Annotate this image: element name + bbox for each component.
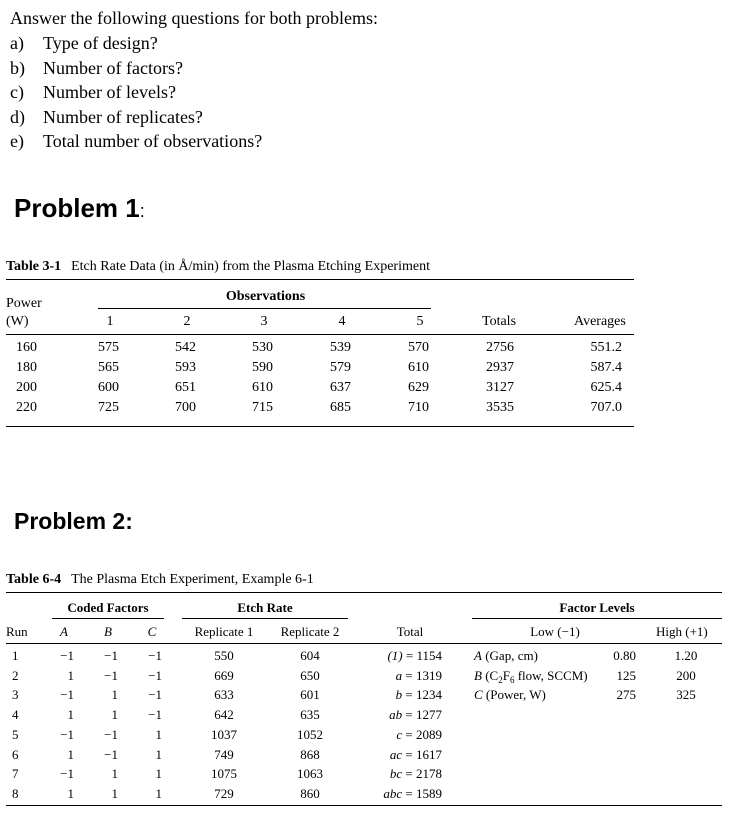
observations-rule <box>98 308 431 309</box>
replicate2-label: Replicate 2 <box>280 624 340 639</box>
table2-bottom-rule <box>6 805 722 806</box>
problem2-heading: Problem 2: <box>14 508 133 534</box>
replicate2-cell: 1063 <box>297 766 323 782</box>
observation-column-header: 3 <box>260 314 268 329</box>
observation-cell: 610 <box>252 380 273 395</box>
coded-c-cell: 1 <box>155 785 162 801</box>
coded-a-cell: 1 <box>67 707 74 723</box>
observation-column-header: 2 <box>183 314 191 329</box>
coded-a-cell: 1 <box>67 785 74 801</box>
coded-c-cell: −1 <box>148 667 162 683</box>
replicate2-cell: 601 <box>300 687 320 703</box>
observation-cell: 637 <box>330 380 351 395</box>
factor-level-description: C (Power, W) <box>474 687 546 703</box>
replicate1-label: Replicate 1 <box>194 624 254 639</box>
observation-cell: 710 <box>408 400 429 415</box>
replicate1-cell: 633 <box>214 687 234 703</box>
observation-column-header: 1 <box>106 314 114 329</box>
replicate1-cell: 1075 <box>211 766 237 782</box>
observation-column-header: 4 <box>338 314 346 329</box>
run-cell: 3 <box>12 687 19 703</box>
replicate2-cell: 650 <box>300 667 320 683</box>
problem1-heading: Problem 1: <box>14 193 145 223</box>
table1-bottom-rule <box>6 426 634 427</box>
question-item <box>10 131 262 152</box>
run-cell: 1 <box>12 648 19 663</box>
power-label: Power <box>6 296 42 311</box>
factor-c-label: C <box>147 624 157 639</box>
replicate2-cell: 604 <box>300 648 320 663</box>
replicate1-cell: 729 <box>214 785 234 801</box>
observation-cell: 629 <box>408 380 429 395</box>
total-treatment-cell: abc = 1589 <box>383 785 442 801</box>
coded-c-cell: 1 <box>155 746 162 762</box>
replicate2-cell: 1052 <box>297 726 323 742</box>
coded-factors-rule <box>52 618 164 619</box>
total-treatment-cell: c = 2089 <box>396 726 442 742</box>
total-cell: 3127 <box>486 380 514 395</box>
etch-rate-rule <box>182 618 348 619</box>
run-cell: 7 <box>12 766 19 782</box>
coded-a-cell: 1 <box>67 667 74 683</box>
replicate2-cell: 860 <box>300 785 320 801</box>
totals-label: Totals <box>482 314 517 329</box>
coded-b-cell: 1 <box>111 707 118 723</box>
factor-level-description: A (Gap, cm) <box>474 648 538 663</box>
table2-top-rule <box>6 592 722 593</box>
observation-cell: 575 <box>98 340 119 355</box>
question-item <box>10 58 183 79</box>
average-cell: 551.2 <box>590 340 622 355</box>
total-cell: 2756 <box>486 340 514 355</box>
observation-cell: 579 <box>330 360 351 375</box>
power-cell: 200 <box>16 380 37 395</box>
table1-header-rule <box>6 334 634 335</box>
coded-a-cell: 1 <box>67 746 74 762</box>
total-treatment-cell: a = 1319 <box>395 667 442 683</box>
total-treatment-cell: ac = 1617 <box>389 746 442 762</box>
coded-b-cell: −1 <box>104 648 118 663</box>
question-marker: c) <box>10 82 24 102</box>
question-marker: a) <box>10 33 24 53</box>
question-marker: b) <box>10 57 25 78</box>
question-text: Total number of observations? <box>43 131 263 151</box>
run-cell: 4 <box>12 707 19 723</box>
question-item <box>10 107 203 128</box>
total-cell: 2937 <box>486 360 514 375</box>
factor-levels-label: Factor Levels <box>559 600 635 615</box>
observation-cell: 570 <box>408 340 429 355</box>
replicate2-cell: 868 <box>300 746 320 762</box>
run-cell: 5 <box>12 726 19 742</box>
factor-level-low: 0.80 <box>613 648 636 663</box>
table1-caption: Table 3-1 Etch Rate Data (in Å/min) from the Plasma Etching Experiment <box>6 259 430 274</box>
coded-b-cell: −1 <box>104 726 118 742</box>
factor-level-low: 275 <box>616 687 636 703</box>
factor-levels-rule <box>472 618 722 619</box>
power-cell: 220 <box>16 400 37 415</box>
coded-factors-label: Coded Factors <box>67 600 149 615</box>
observations-label: Observations <box>225 289 306 304</box>
question-marker: e) <box>10 131 24 151</box>
replicate1-cell: 1037 <box>211 726 237 742</box>
observation-cell: 590 <box>252 360 273 375</box>
replicate2-cell: 635 <box>300 707 320 723</box>
run-cell: 6 <box>12 746 19 762</box>
observation-cell: 565 <box>98 360 119 375</box>
run-cell: 8 <box>12 785 19 801</box>
observation-cell: 715 <box>252 400 273 415</box>
factor-level-high: 325 <box>676 687 696 703</box>
factor-a-label: A <box>60 624 68 639</box>
etch-rate-label: Etch Rate <box>237 600 293 615</box>
question-text: Number of levels? <box>43 82 176 102</box>
factor-level-high: 1.20 <box>674 648 698 663</box>
average-cell: 587.4 <box>590 360 622 375</box>
observation-cell: 651 <box>175 380 196 395</box>
coded-c-cell: −1 <box>148 687 162 703</box>
table1-top-rule <box>6 279 634 280</box>
question-text: Number of replicates? <box>43 106 203 127</box>
total-treatment-cell: ab = 1277 <box>389 707 442 723</box>
replicate1-cell: 669 <box>214 667 234 683</box>
coded-a-cell: −1 <box>60 766 74 782</box>
observation-cell: 700 <box>175 400 196 415</box>
table2-header-rule <box>6 643 722 644</box>
average-cell: 707.0 <box>590 400 622 415</box>
coded-b-cell: −1 <box>104 667 118 683</box>
question-item <box>10 33 158 54</box>
total-treatment-cell: bc = 2178 <box>389 766 442 782</box>
coded-a-cell: −1 <box>60 648 74 663</box>
power-cell: 160 <box>16 340 37 355</box>
coded-b-cell: 1 <box>111 766 118 782</box>
coded-c-cell: 1 <box>155 766 162 782</box>
total-treatment-cell: (1) = 1154 <box>387 648 442 663</box>
factor-level-description: B ($C_2F_6$ flow, SCCM) <box>474 667 588 685</box>
average-cell: 625.4 <box>590 380 622 395</box>
coded-a-cell: −1 <box>60 726 74 742</box>
replicate1-cell: 749 <box>214 746 234 762</box>
power-unit-label: (W) <box>6 314 29 329</box>
coded-b-cell: −1 <box>104 746 118 762</box>
power-cell: 180 <box>16 360 37 375</box>
coded-a-cell: −1 <box>60 687 74 703</box>
factor-level-high: 200 <box>676 667 696 683</box>
observation-cell: 610 <box>408 360 429 375</box>
factor-b-label: B <box>104 624 112 639</box>
coded-c-cell: −1 <box>148 707 162 723</box>
coded-b-cell: 1 <box>111 785 118 801</box>
observation-cell: 685 <box>330 400 351 415</box>
replicate1-cell: 550 <box>214 648 234 663</box>
observation-cell: 593 <box>175 360 196 375</box>
run-cell: 2 <box>12 667 19 683</box>
question-item <box>10 82 176 103</box>
question-text: Number of factors? <box>43 57 183 78</box>
replicate1-cell: 642 <box>214 707 234 723</box>
total-treatment-cell: b = 1234 <box>395 687 442 703</box>
observation-cell: 530 <box>252 340 273 355</box>
run-label: Run <box>6 624 28 639</box>
observation-cell: 539 <box>330 340 351 355</box>
observation-cell: 600 <box>98 380 119 395</box>
averages-label: Averages <box>574 314 626 329</box>
intro-text: Answer the following questions for both problems: <box>10 8 378 28</box>
question-text: Type of design? <box>43 33 158 53</box>
total-label: Total <box>396 624 424 639</box>
observation-column-header: 5 <box>416 314 424 329</box>
observation-cell: 725 <box>98 400 119 415</box>
low-label: Low (−1) <box>530 624 580 639</box>
observation-cell: 542 <box>175 340 196 355</box>
table2-caption: Table 6-4 The Plasma Etch Experiment, Example 6-1 <box>6 572 314 587</box>
coded-b-cell: 1 <box>111 687 118 703</box>
high-label: High (+1) <box>656 624 708 639</box>
total-cell: 3535 <box>486 400 514 415</box>
coded-c-cell: −1 <box>148 648 162 663</box>
factor-level-low: 125 <box>616 667 636 683</box>
question-marker: d) <box>10 106 25 127</box>
coded-c-cell: 1 <box>155 726 162 742</box>
